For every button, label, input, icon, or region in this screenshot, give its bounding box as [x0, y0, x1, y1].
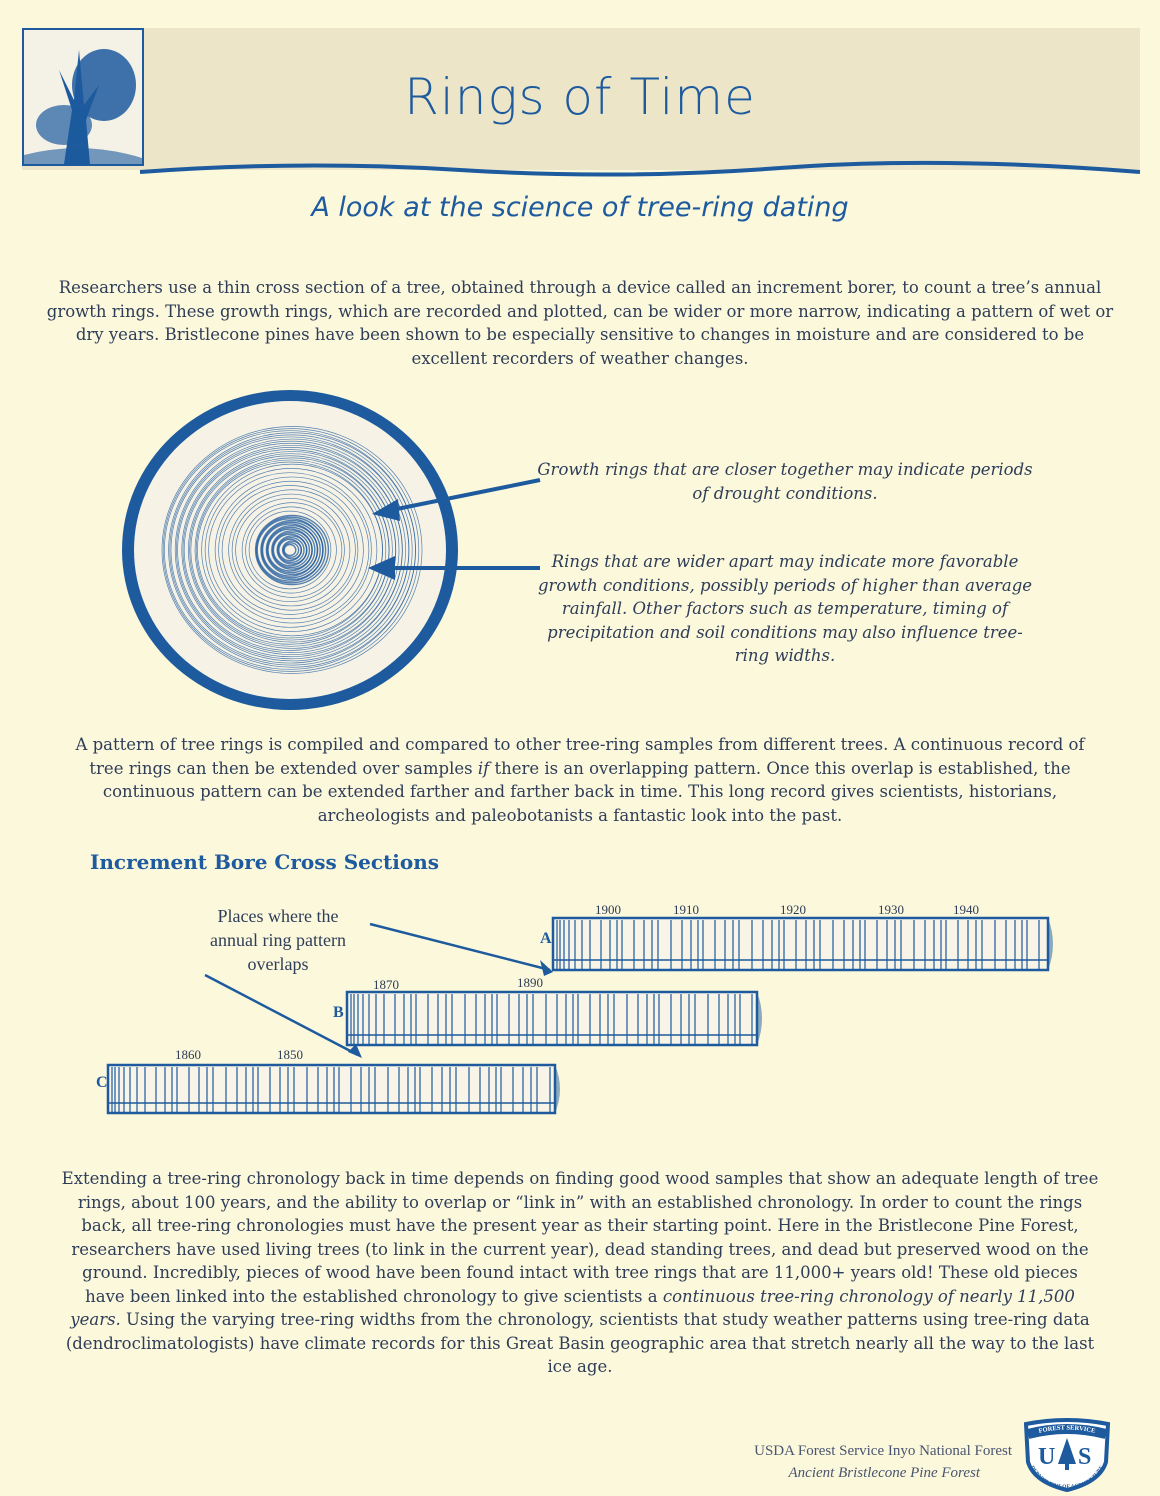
shield-top-text: FOREST SERVICE [1038, 1424, 1096, 1435]
emphasis: if [477, 758, 490, 778]
increment-bore-diagram [0, 880, 1160, 1130]
annotation-line: overlaps [247, 954, 309, 974]
section-heading: Increment Bore Cross Sections [90, 850, 440, 874]
text: Using the varying tree-ring widths from the chronology, scientists that study weather patterns using tree-ring data (dendroclimatologists) have climate records for this Great Basin geographic area that stretch nearly all the way to the last ice age. [65, 1310, 1095, 1376]
text: Extending a tree-ring chronology back in time depends on finding good wood samples that show an adequate length of tree rings, about 100 years, and the ability to overlap or “link in” with an established chronology. In order to count the rings back, all tree-ring chronologies must have the present year as their starting point. Here in the Bristlecone Pine Forest, researchers have used living trees (to link in the current year), dead standing trees, and dead but preserved wood on the ground. Incredibly, pieces of wood have been found intact with tree rings that are 11,000+ years old! These old pieces have been linked into the established chronology to give scientists a [61, 1169, 1099, 1306]
year-tick-label: 1890 [517, 975, 543, 990]
shield-bottom-text: DEPARTMENT OF AGRICULTURE [1028, 1464, 1106, 1491]
footer-forest: Ancient Bristlecone Pine Forest [788, 1465, 980, 1481]
year-tick-label: 1870 [373, 977, 399, 992]
usda-forest-service-shield-logo [1020, 1418, 1114, 1492]
annotation-line: Places where the [217, 906, 339, 926]
year-tick-label: 1860 [175, 1047, 201, 1062]
bore-label-a: A [540, 930, 552, 947]
annotation-line: annual ring pattern [210, 930, 346, 950]
footer-agency: USDA Forest Service Inyo National Forest [754, 1443, 1012, 1459]
caption-wide-rings: Rings that are wider apart may indicate more favorable growth conditions, possibly periods of higher than average rainfall. Other factors such as temperature, timing of precipitation and soil conditions may also influence tree-ring widths. [537, 552, 1033, 665]
intro-paragraph: Researchers use a thin cross section of a tree, obtained through a device called an increment borer, to count a tree’s annual growth rings. These growth rings, which are recorded and plotted, can be wider or more narrow, indicating a pattern of wet or dry years. Bristlecone pines have been shown to be especially sensitive to changes in moisture and are considered to be excellent recorders of weather changes. [46, 278, 1114, 368]
tree-cross-section-illustration [110, 385, 550, 715]
bore-label-c: C [96, 1074, 108, 1091]
shield-letter-s: S [1078, 1444, 1092, 1470]
emphasis: continuous tree-ring chronology of nearly 11,500 years. [70, 1286, 1075, 1329]
page-subtitle: A look at the science of tree-ring dating [311, 192, 849, 223]
year-tick-label: 1910 [673, 902, 699, 917]
bore-sample-a [553, 918, 1053, 970]
year-tick-label: 1940 [953, 902, 979, 917]
chronology-paragraph [60, 1167, 1100, 1379]
bore-sample-c [108, 1065, 560, 1113]
year-tick-label: 1850 [277, 1047, 303, 1062]
year-tick-label: 1900 [595, 902, 621, 917]
year-tick-label: 1930 [878, 902, 904, 917]
text: there is an overlapping pattern. Once this overlap is established, the continuous pattern can be extended farther and farther back in time. This long record gives scientists, historians, archeologists and paleobotanists a fantastic look into the past. [102, 758, 1071, 825]
shield-letter-u: U [1038, 1444, 1056, 1470]
year-tick-label: 1920 [780, 902, 806, 917]
text: A pattern of tree rings is compiled and compared to other tree-ring samples from different trees. A continuous record of tree rings can then be extended over samples [75, 735, 1085, 778]
banner-wave-divider [0, 150, 1160, 190]
pattern-paragraph [60, 733, 1100, 827]
page-title: Rings of Time [404, 68, 756, 126]
bore-sample-b [347, 992, 762, 1045]
caption-narrow-rings: Growth rings that are closer together may indicate periods of drought conditions. [537, 460, 1033, 503]
bore-label-b: B [333, 1004, 344, 1021]
